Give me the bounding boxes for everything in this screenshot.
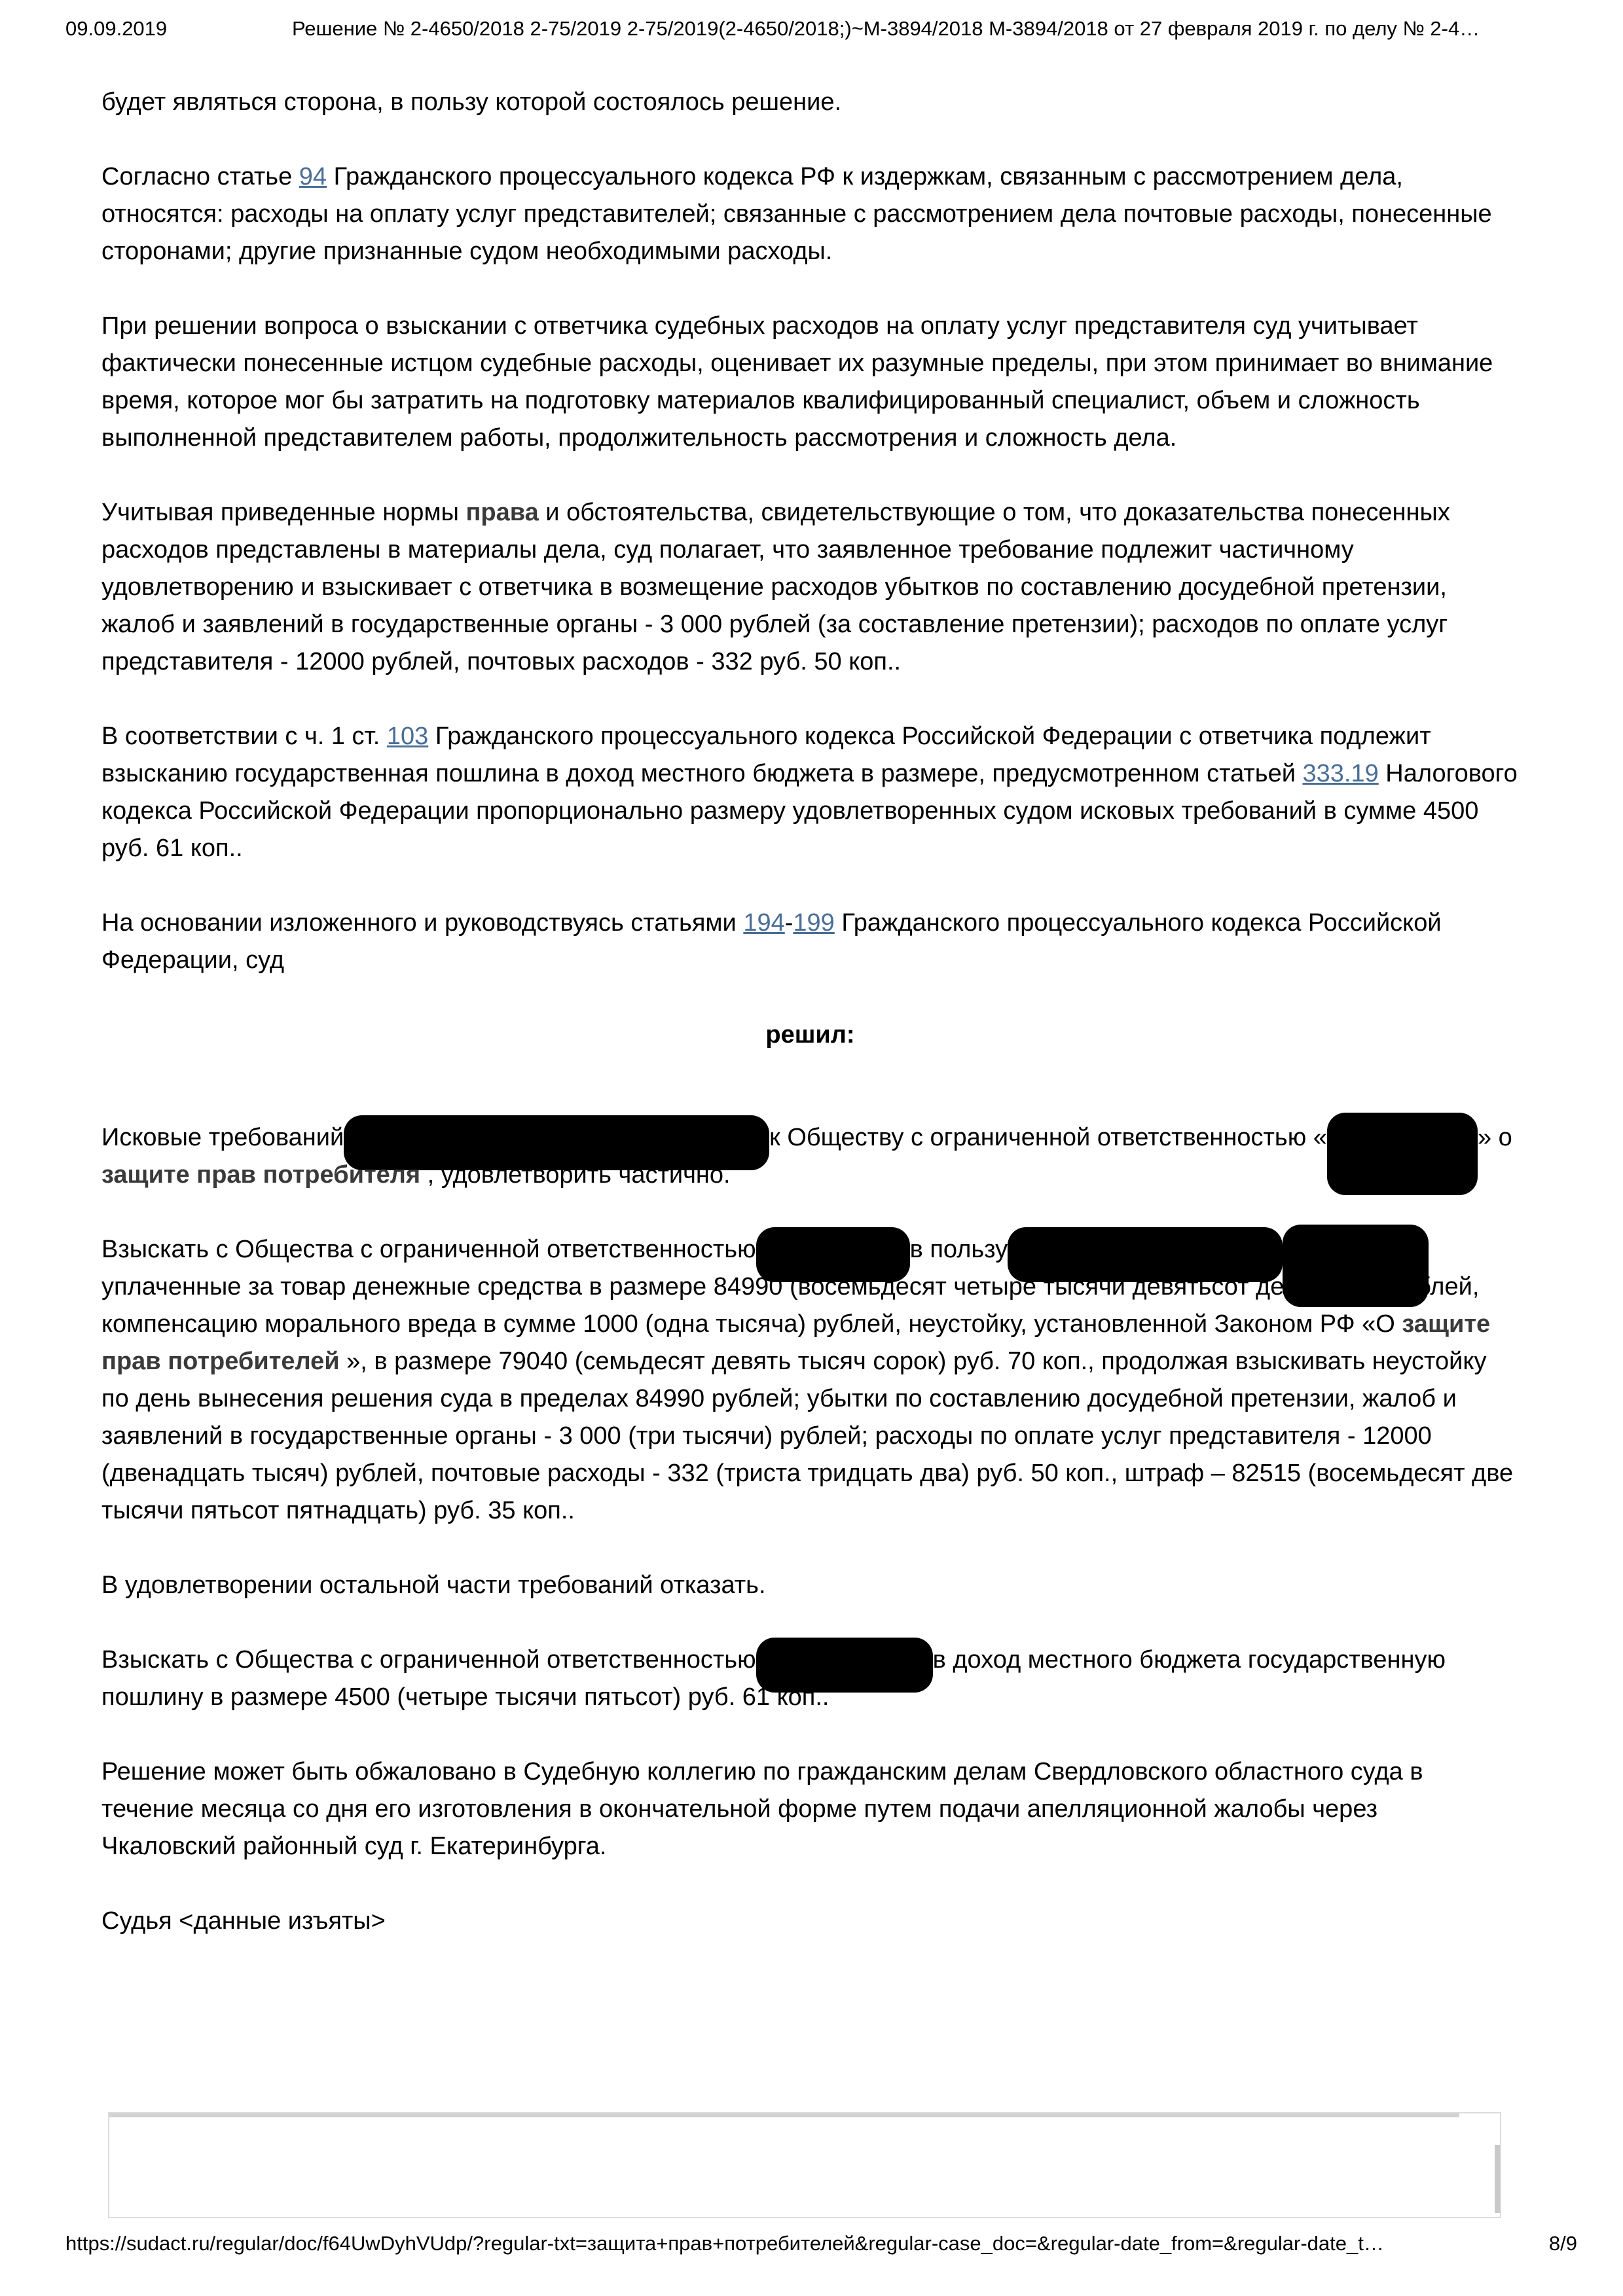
paragraph: Судья <данные изъяты> bbox=[101, 1907, 386, 1935]
court-ruling-heading: решил: bbox=[765, 1021, 855, 1049]
redaction-bar bbox=[1327, 1113, 1478, 1195]
paragraph: При решении вопроса о взыскании с ответчика судебных расходов на оплату услуг представителя суд учитывает фактически понесенные истцом судебные расходы, оценивает их разумные пределы, при этом принимает во внимание время, которое мог бы затратить на подготовку материалов квалифицированный специалист, объем и сложность выполненной представителем работы, продолжительность рассмотрения и сложность дела. bbox=[101, 312, 1493, 452]
document-body bbox=[101, 84, 1519, 1977]
paragraph: Взыскать с Общества с ограниченной ответственностью в доход местного бюджета государственную пошлину в размере 4500 (четыре тысячи пятьсот) руб. 61 коп.. bbox=[101, 1641, 1519, 1716]
paragraph: будет являться сторона, в пользу которой состоялось решение. bbox=[101, 88, 842, 116]
paragraph: На основании изложенного и руководствуясь статьями 194-199 Гражданского процессуального кодекса Российской Федерации, суд bbox=[101, 909, 1442, 974]
law-article-link[interactable]: 94 bbox=[299, 163, 327, 190]
law-article-link[interactable]: 194 bbox=[743, 909, 785, 937]
paragraph: Исковые требований к Обществу с ограниченной ответственностью « » о защите прав потребителя , удовлетворить частично. bbox=[101, 1119, 1519, 1194]
print-date: 09.09.2019 bbox=[65, 17, 168, 40]
highlighted-search-term: защите прав потребителей bbox=[101, 1310, 1491, 1375]
redaction-bar bbox=[1008, 1227, 1283, 1282]
paragraph: Согласно статье 94 Гражданского процессуального кодекса РФ к издержкам, связанным с рассмотрением дела, относятся: расходы на оплату услуг представителей; связанные с рассмотрением дела почтовые расходы, понесенные сторонами; другие признанные судом необходимыми расходы. bbox=[101, 163, 1492, 265]
paragraph: Взыскать с Общества с ограниченной ответственностью в пользууплаченные за товар денежные средства в размере 84990 (восемьдесят четыре тысячи девятьсот девяноста) рублей, компенсацию морального вреда в сумме 1000 (одна тысяча) рублей, неустойку, установленной Законом РФ «О защите прав потребителей », в размере 79040 (семьдесят девять тысяч сорок) руб. 70 коп., продолжая взыскивать неустойку по день вынесения решения суда в пределах 84990 рублей; убытки по составлению досудебной претензии, жалоб и заявлений в государственные органы - 3 000 (три тысячи) рублей; расходы по оплате услуг представителя - 12000 (двенадцать тысяч) рублей, почтовые расходы - 332 (триста тридцать два) руб. 50 коп., штраф – 82515 (восемьдесят две тысячи пятьсот пятнадцать) руб. 35 коп.. bbox=[101, 1231, 1519, 1530]
redacted-quoted-name: « » bbox=[1313, 1124, 1491, 1151]
highlighted-search-term: защите прав потребителя bbox=[101, 1161, 421, 1189]
embedded-frame-placeholder bbox=[108, 2112, 1501, 2218]
print-footer bbox=[65, 2231, 1577, 2257]
paragraph: Учитывая приведенные нормы права и обстоятельства, свидетельствующие о том, что доказательства понесенных расходов представлены в материалы дела, суд полагает, что заявленное требование подлежит частичному удовлетворению и взыскивает с ответчика в возмещение расходов убытков по составлению досудебной претензии, жалоб и заявлений в государственные органы - 3 000 рублей (за составление претензии); расходов по оплате услуг представителя - 12000 рублей, почтовых расходов - 332 руб. 50 коп.. bbox=[101, 499, 1450, 675]
page-number: 8/9 bbox=[1548, 2232, 1577, 2255]
redaction-bar bbox=[756, 1227, 910, 1282]
document-title: Решение № 2-4650/2018 2-75/2019 2-75/2019(2-4650/2018;)~М-3894/2018 М-3894/2018 от 27 февраля 2019 г. по делу № 2-4… bbox=[291, 17, 1480, 40]
highlighted-search-term: права bbox=[465, 499, 539, 526]
redaction-bar bbox=[756, 1638, 933, 1693]
print-header bbox=[65, 16, 1565, 42]
law-article-link[interactable]: 333.19 bbox=[1302, 760, 1379, 787]
paragraph: Решение может быть обжаловано в Судебную коллегию по гражданским делам Свердловского областного суда в течение месяца со дня его изготовления в окончательной форме путем подачи апелляционной жалобы через Чкаловский районный суд г. Екатеринбурга. bbox=[101, 1758, 1423, 1860]
paragraph: В удовлетворении остальной части требований отказать. bbox=[101, 1571, 766, 1599]
source-url: https://sudact.ru/regular/doc/f64UwDyhVUdp/?regular-txt=защита+прав+потребителей&regular-case_doc=&regular-date_from=&regular-date_t… bbox=[65, 2232, 1384, 2255]
redaction-bar bbox=[1283, 1225, 1429, 1307]
law-article-link[interactable]: 199 bbox=[793, 909, 835, 937]
law-article-link[interactable]: 103 bbox=[386, 723, 429, 750]
paragraph: В соответствии с ч. 1 ст. 103 Гражданского процессуального кодекса Российской Федерации с ответчика подлежит взысканию государственная пошлина в доход местного бюджета в размере, предусмотренном статьей 333.19 Налогового кодекса Российской Федерации пропорционально размеру удовлетворенных судом исковых требований в сумме 4500 руб. 61 коп.. bbox=[101, 723, 1518, 862]
